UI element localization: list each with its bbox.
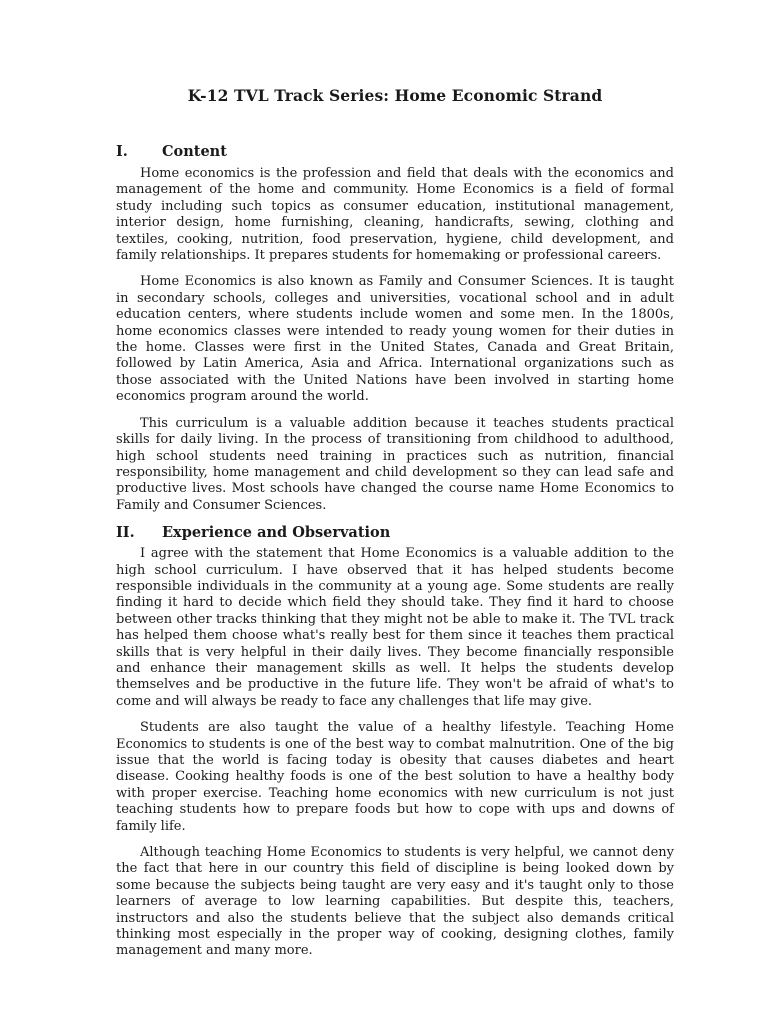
section-title: Content: [162, 143, 227, 160]
paragraph: I agree with the statement that Home Economics is a valuable addition to the high school curriculum. I have observed that it has helped students become responsible individuals in the community at a young age. Some students are really finding it hard to decide which field they should take. They find it hard to choose between other tracks thinking that they might not be able to make it. The TVL track has helped them choose what's really best for them since it teaches them practical skills that is very helpful in their daily lives. They become financially responsible and enhance their management skills as well. It helps the students develop themselves and be productive in the future life. They won't be afraid of what's to come and will always be ready to face any challenges that life may give.: [116, 546, 674, 709]
section-heading: [116, 524, 674, 541]
section-number: II.: [116, 524, 135, 542]
section-title: Experience and Observation: [162, 524, 391, 542]
section-content: [116, 143, 674, 514]
paragraph: Home economics is the profession and field that deals with the economics and management of the home and community. Home Economics is a field of formal study including such topics as consumer education, institutional management, interior design, home furnishing, cleaning, handicrafts, sewing, clothing and textiles, cooking, nutrition, food preservation, hygiene, child development, and family relationships. It prepares students for homemaking or professional careers.: [116, 166, 674, 264]
paragraph: Students are also taught the value of a healthy lifestyle. Teaching Home Economics to students is one of the best way to combat malnutrition. One of the big issue that the world is facing today is obesity that causes diabetes and heart disease. Cooking healthy foods is one of the best solution to have a healthy body with proper exercise. Teaching home economics with new curriculum is not just teaching students how to prepare foods but how to cope with ups and downs of family life.: [116, 720, 674, 834]
paragraph: Home Economics is also known as Family and Consumer Sciences. It is taught in secondary schools, colleges and universities, vocational school and in adult education centers, where students include women and some men. In the 1800s, home economics classes were intended to ready young women for their duties in the home. Classes were first in the United States, Canada and Great Britain, followed by Latin America, Asia and Africa. International organizations such as those associated with the United Nations have been involved in starting home economics program around the world.: [116, 274, 674, 405]
paragraph: Although teaching Home Economics to students is very helpful, we cannot deny the fact that here in our country this field of discipline is being looked down by some because the subjects being taught are very easy and it's taught only to those learners of average to low learning capabilities. But despite this, teachers, instructors and also the students believe that the subject also demands critical thinking most especially in the proper way of cooking, designing clothes, family management and many more.: [116, 845, 674, 959]
section-heading: [116, 143, 674, 160]
paragraph: This curriculum is a valuable addition because it teaches students practical skills for daily living. In the process of transitioning from childhood to adulthood, high school students need training in practices such as nutrition, financial responsibility, home management and child development so they can lead safe and productive lives. Most schools have changed the course name Home Economics to Family and Consumer Sciences.: [116, 415, 674, 513]
section-experience-observation: [116, 524, 674, 960]
document-title: K-12 TVL Track Series: Home Economic Strand: [187, 86, 603, 105]
section-number: I.: [116, 143, 128, 160]
